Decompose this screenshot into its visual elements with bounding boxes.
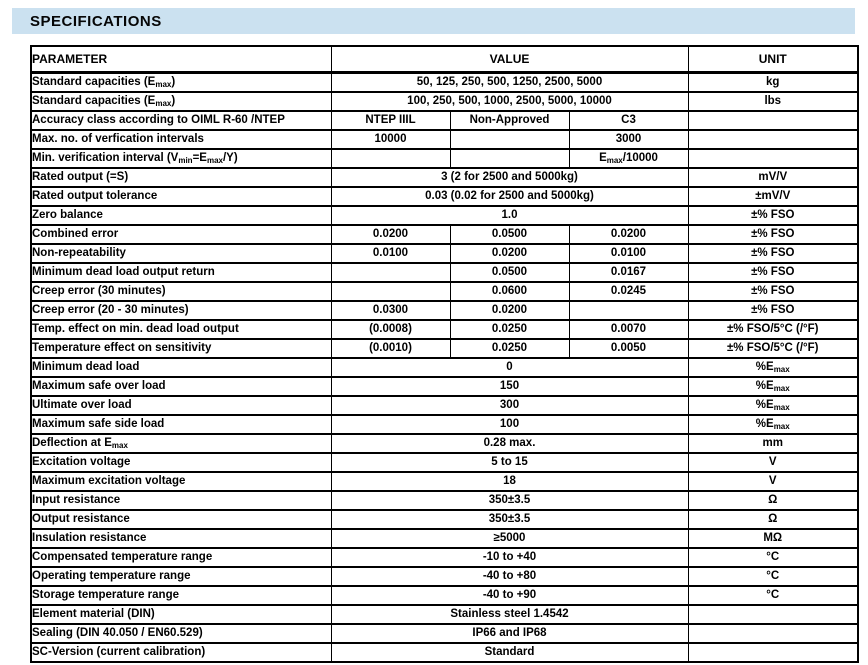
table-row <box>31 358 858 377</box>
parameter-cell: SC-Version (current calibration) <box>31 643 331 662</box>
value-cell: 0.0245 <box>569 282 688 301</box>
table-row <box>31 263 858 282</box>
value-cell <box>331 282 450 301</box>
table-row <box>31 301 858 320</box>
value-cell: 0.0100 <box>569 244 688 263</box>
table-row <box>31 624 858 643</box>
value-cell: 350±3.5 <box>331 510 688 529</box>
value-cell: 0.0200 <box>450 244 569 263</box>
table-row <box>31 548 858 567</box>
value-cell: NTEP IIIL <box>331 111 450 130</box>
value-cell <box>450 130 569 149</box>
unit-cell: kg <box>688 73 858 93</box>
value-cell: 0.0200 <box>569 225 688 244</box>
parameter-cell: Standard capacities $(E_{max})$ <box>31 92 331 111</box>
value-column-header: VALUE <box>331 46 688 73</box>
table-row <box>31 415 858 434</box>
unit-cell: ±% FSO <box>688 282 858 301</box>
value-cell: -40 to +80 <box>331 567 688 586</box>
value-cell: 300 <box>331 396 688 415</box>
value-cell: Standard <box>331 643 688 662</box>
parameter-cell: Input resistance <box>31 491 331 510</box>
unit-cell: °C <box>688 548 858 567</box>
table-row <box>31 320 858 339</box>
unit-cell: ±% FSO <box>688 225 858 244</box>
table-row <box>31 453 858 472</box>
parameter-cell: Output resistance <box>31 510 331 529</box>
unit-cell: ±mV/V <box>688 187 858 206</box>
table-row <box>31 168 858 187</box>
value-cell: 0.0250 <box>450 339 569 358</box>
value-cell: 0 <box>331 358 688 377</box>
table-row <box>31 225 858 244</box>
unit-cell <box>688 624 858 643</box>
parameter-cell: Insulation resistance <box>31 529 331 548</box>
parameter-cell: Accuracy class according to OIML R-60 /NTEP <box>31 111 331 130</box>
value-cell: 0.03 (0.02 for 2500 and 5000kg) <box>331 187 688 206</box>
table-row <box>31 529 858 548</box>
value-cell: 0.0070 <box>569 320 688 339</box>
table-row <box>31 187 858 206</box>
parameter-cell: Minimum dead load <box>31 358 331 377</box>
unit-cell: ±% FSO/5°C (/°F) <box>688 339 858 358</box>
unit-cell <box>688 605 858 624</box>
table-row <box>31 567 858 586</box>
unit-cell: ±% FSO/5°C (/°F) <box>688 320 858 339</box>
table-row <box>31 491 858 510</box>
parameter-cell: Maximum safe side load <box>31 415 331 434</box>
table-row <box>31 282 858 301</box>
value-cell <box>569 301 688 320</box>
unit-cell: Ω <box>688 510 858 529</box>
table-header-row <box>31 46 858 73</box>
parameter-cell: Min. verification interval $(V_{min}=E_{max}/Y)$ <box>31 149 331 168</box>
value-cell: 150 <box>331 377 688 396</box>
value-cell: 100 <box>331 415 688 434</box>
value-cell: (0.0010) <box>331 339 450 358</box>
parameter-cell: Rated output (=S) <box>31 168 331 187</box>
table-row <box>31 244 858 263</box>
parameter-cell: Combined error <box>31 225 331 244</box>
value-cell: 350±3.5 <box>331 491 688 510</box>
value-cell: (0.0008) <box>331 320 450 339</box>
table-row <box>31 73 858 93</box>
value-cell: 1.0 <box>331 206 688 225</box>
value-cell: Non-Approved <box>450 111 569 130</box>
table-row <box>31 586 858 605</box>
parameter-cell: Maximum safe over load <box>31 377 331 396</box>
value-cell <box>331 263 450 282</box>
table-row <box>31 434 858 453</box>
parameter-cell: Temp. effect on min. dead load output <box>31 320 331 339</box>
parameter-cell: Creep error (20 - 30 minutes) <box>31 301 331 320</box>
table-row <box>31 130 858 149</box>
table-row <box>31 472 858 491</box>
unit-cell: ±% FSO <box>688 263 858 282</box>
unit-cell: °C <box>688 567 858 586</box>
unit-cell: V <box>688 472 858 491</box>
unit-cell: mm <box>688 434 858 453</box>
unit-cell: °C <box>688 586 858 605</box>
value-cell: $E_{max}/10000$ <box>569 149 688 168</box>
parameter-cell: Excitation voltage <box>31 453 331 472</box>
unit-cell: $\%E_{max}$ <box>688 358 858 377</box>
value-cell: 3000 <box>569 130 688 149</box>
table-row <box>31 396 858 415</box>
value-cell: 0.0200 <box>331 225 450 244</box>
table-row <box>31 206 858 225</box>
unit-cell <box>688 643 858 662</box>
unit-cell: $\%E_{max}$ <box>688 377 858 396</box>
unit-cell: V <box>688 453 858 472</box>
parameter-column-header: PARAMETER <box>31 46 331 73</box>
value-cell: -40 to +90 <box>331 586 688 605</box>
table-row <box>31 377 858 396</box>
unit-cell: $\%E_{max}$ <box>688 415 858 434</box>
parameter-cell: Ultimate over load <box>31 396 331 415</box>
unit-cell: lbs <box>688 92 858 111</box>
table-row <box>31 510 858 529</box>
specifications-table <box>30 45 859 663</box>
unit-column-header: UNIT <box>688 46 858 73</box>
table-row <box>31 605 858 624</box>
unit-cell: ±% FSO <box>688 206 858 225</box>
value-cell: C3 <box>569 111 688 130</box>
parameter-cell: Minimum dead load output return <box>31 263 331 282</box>
table-row <box>31 643 858 662</box>
parameter-cell: Maximum excitation voltage <box>31 472 331 491</box>
parameter-cell: Operating temperature range <box>31 567 331 586</box>
table-row <box>31 339 858 358</box>
parameter-cell: Zero balance <box>31 206 331 225</box>
parameter-cell: Storage temperature range <box>31 586 331 605</box>
value-cell: 0.0050 <box>569 339 688 358</box>
parameter-cell: Deflection at $E_{max}$ <box>31 434 331 453</box>
value-cell: ≥5000 <box>331 529 688 548</box>
parameter-cell: Rated output tolerance <box>31 187 331 206</box>
table-row <box>31 149 858 168</box>
unit-cell: Ω <box>688 491 858 510</box>
value-cell: IP66 and IP68 <box>331 624 688 643</box>
parameter-cell: Non-repeatability <box>31 244 331 263</box>
value-cell: 50, 125, 250, 500, 1250, 2500, 5000 <box>331 73 688 93</box>
spec-table-body <box>31 73 858 663</box>
value-cell: 0.0600 <box>450 282 569 301</box>
value-cell: 0.0100 <box>331 244 450 263</box>
table-row <box>31 92 858 111</box>
unit-cell: mV/V <box>688 168 858 187</box>
value-cell: 5 to 15 <box>331 453 688 472</box>
parameter-cell: Compensated temperature range <box>31 548 331 567</box>
unit-cell: $\%E_{max}$ <box>688 396 858 415</box>
value-cell: 100, 250, 500, 1000, 2500, 5000, 10000 <box>331 92 688 111</box>
value-cell: 0.0167 <box>569 263 688 282</box>
table-row <box>31 111 858 130</box>
value-cell: 0.0250 <box>450 320 569 339</box>
value-cell: 0.0300 <box>331 301 450 320</box>
parameter-cell: Sealing (DIN 40.050 / EN60.529) <box>31 624 331 643</box>
value-cell: Stainless steel 1.4542 <box>331 605 688 624</box>
parameter-cell: Creep error (30 minutes) <box>31 282 331 301</box>
title-bar <box>12 8 855 34</box>
unit-cell: ±% FSO <box>688 301 858 320</box>
value-cell: 0.0200 <box>450 301 569 320</box>
value-cell: 0.0500 <box>450 225 569 244</box>
parameter-cell: Max. no. of verfication intervals <box>31 130 331 149</box>
unit-cell <box>688 149 858 168</box>
value-cell: 10000 <box>331 130 450 149</box>
parameter-cell: Element material (DIN) <box>31 605 331 624</box>
value-cell: -10 to +40 <box>331 548 688 567</box>
value-cell <box>331 149 450 168</box>
unit-cell: ±% FSO <box>688 244 858 263</box>
value-cell <box>450 149 569 168</box>
unit-cell <box>688 130 858 149</box>
unit-cell: MΩ <box>688 529 858 548</box>
page-title: SPECIFICATIONS <box>30 12 162 30</box>
parameter-cell: Temperature effect on sensitivity <box>31 339 331 358</box>
value-cell: 0.28 max. <box>331 434 688 453</box>
value-cell: 18 <box>331 472 688 491</box>
value-cell: 3 (2 for 2500 and 5000kg) <box>331 168 688 187</box>
unit-cell <box>688 111 858 130</box>
value-cell: 0.0500 <box>450 263 569 282</box>
parameter-cell: Standard capacities $(E_{max})$ <box>31 73 331 93</box>
